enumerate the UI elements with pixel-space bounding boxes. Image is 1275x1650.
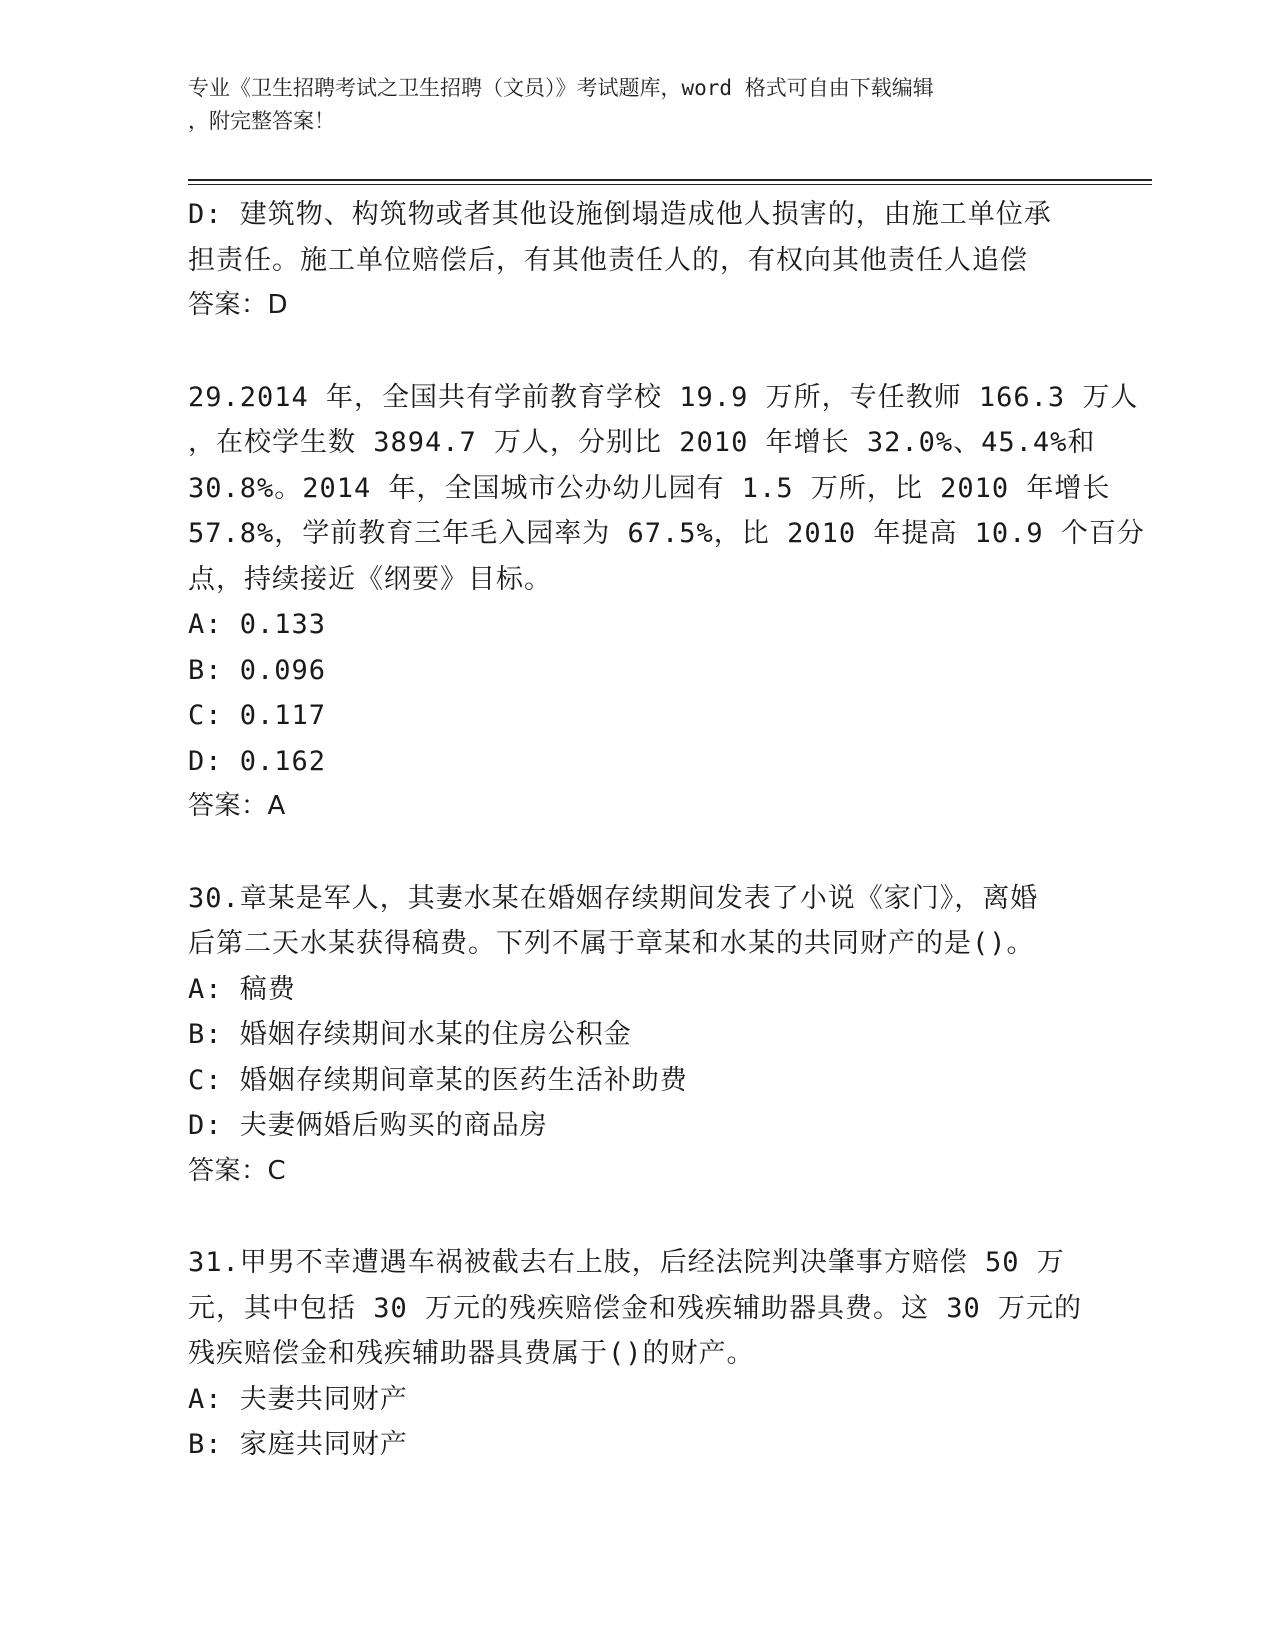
question-stem-line: 点，持续接近《纲要》目标。 <box>188 563 552 595</box>
header-divider-thin <box>188 184 1152 185</box>
spacer <box>188 1194 1088 1240</box>
option-c: C: 0.117 <box>188 700 327 731</box>
option-a: A: 0.133 <box>188 609 327 640</box>
question-stem-line: 31.甲男不幸遭遇车祸被截去右上肢，后经法院判决肇事方赔偿 50 万 <box>188 1247 1065 1278</box>
question-31 <box>188 1240 1088 1468</box>
question-stem-line: 后第二天水某获得稿费。下列不属于章某和水某的共同财产的是()。 <box>188 928 1035 959</box>
option-b: B: 婚姻存续期间水某的住房公积金 <box>188 1019 632 1050</box>
question-stem-line: 30.8%。2014 年，全国城市公办幼儿园有 1.5 万所，比 2010 年增长 <box>188 472 1111 504</box>
question-stem-line: 29.2014 年，全国共有学前教育学校 19.9 万所，专任教师 166.3 万人 <box>188 381 1139 413</box>
question-29 <box>188 375 1145 830</box>
question-stem-line: 57.8%，学前教育三年毛入园率为 67.5%，比 2010 年提高 10.9 个百分 <box>188 518 1145 549</box>
header-line: 专业《卫生招聘考试之卫生招聘（文员）》考试题库，word 格式可自由下载编辑 <box>188 76 934 100</box>
question-stem-line: 残疾赔偿金和残疾辅助器具费属于()的财产。 <box>188 1338 755 1369</box>
question-stem-line: ，在校学生数 3894.7 万人，分别比 2010 年增长 32.0%、45.4%和 <box>188 427 1096 458</box>
option-b: B: 家庭共同财产 <box>188 1429 408 1460</box>
spacer <box>188 830 1088 876</box>
question-30 <box>188 876 1088 1195</box>
option-d-line: 担责任。施工单位赔偿后，有其他责任人的，有权向其他责任人追偿 <box>188 244 1028 276</box>
document-body <box>188 192 1145 1468</box>
option-d-line: D: 建筑物、构筑物或者其他设施倒塌造成他人损害的，由施工单位承 <box>188 199 1052 230</box>
header-divider-thick <box>188 179 1152 181</box>
answer-line: 答案：D <box>188 290 289 320</box>
prev-question-block <box>188 192 1088 329</box>
option-c: C: 婚姻存续期间章某的医药生活补助费 <box>188 1064 688 1096</box>
header-line: ，附完整答案！ <box>188 109 335 133</box>
answer-line: 答案：A <box>188 791 286 821</box>
answer-line: 答案：C <box>188 1155 287 1186</box>
question-stem-line: 元，其中包括 30 万元的残疾赔偿金和残疾辅助器具费。这 30 万元的 <box>188 1292 1083 1324</box>
spacer <box>188 329 1088 375</box>
option-b: B: 0.096 <box>188 654 327 686</box>
option-a: A: 稿费 <box>188 973 296 1005</box>
question-stem-line: 30.章某是军人，其妻水某在婚姻存续期间发表了小说《家门》，离婚 <box>188 882 1039 914</box>
document-header <box>188 72 1078 138</box>
option-d: D: 夫妻俩婚后购买的商品房 <box>188 1110 548 1141</box>
option-a: A: 夫妻共同财产 <box>188 1383 408 1415</box>
option-d: D: 0.162 <box>188 745 327 777</box>
